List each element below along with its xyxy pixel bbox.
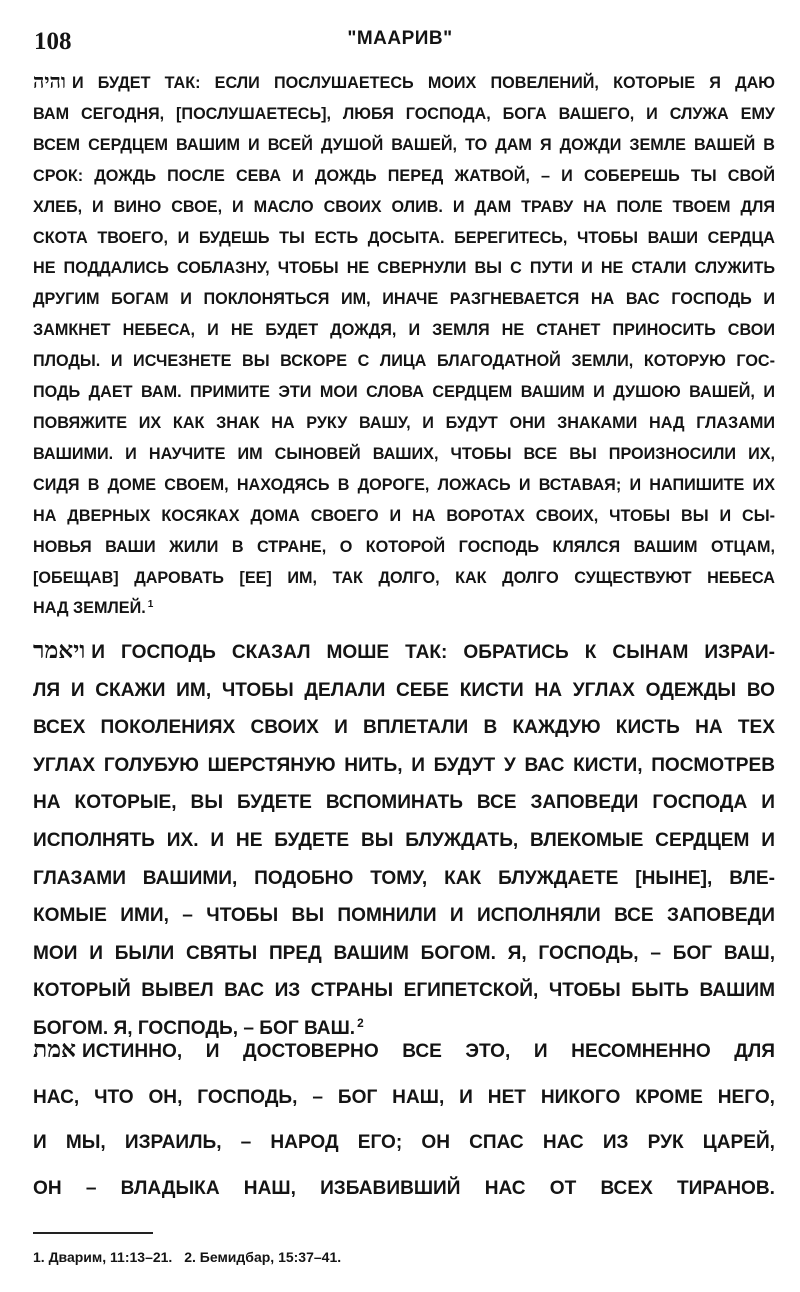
hebrew-keyword: ויאמר: [33, 637, 86, 664]
text-line: СИДЯ В ДОМЕ СВОЕМ, НАХОДЯСЬ В ДОРОГЕ, ЛОЖАСЬ И ВСТАВАЯ; И НАПИШИТЕ ИХ: [33, 475, 775, 494]
text-line: НЕ ПОДДАЛИСЬ СОБЛАЗНУ, ЧТОБЫ НЕ СВЕРНУЛИ ВЫ С ПУТИ И НЕ СТАЛИ СЛУЖИТЬ: [33, 259, 775, 278]
text-line: НА КОТОРЫЕ, ВЫ БУДЕТЕ ВСПОМИНАТЬ ВСЕ ЗАПОВЕДИ ГОСПОДА И: [33, 792, 775, 814]
page-number: 108: [34, 28, 72, 55]
text-line: ГЛАЗАМИ ВАШИМИ, ПОДОБНО ТОМУ, КАК БЛУЖДАЕТЕ [НЫНЕ], ВЛЕ-: [33, 867, 775, 889]
text-line: [ОБЕЩАВ] ДАРОВАТЬ [ЕЕ] ИМ, ТАК ДОЛГО, КАК ДОЛГО СУЩЕСТВУЮТ НЕБЕСА: [33, 568, 775, 587]
text-line: ДРУГИМ БОГАМ И ПОКЛОНЯТЬСЯ ИМ, ИНАЧЕ РАЗГНЕВАЕТСЯ НА ВАС ГОСПОДЬ И: [33, 290, 775, 309]
hebrew-keyword: והיה: [33, 69, 66, 93]
text-line: ОН – ВЛАДЫКА НАШ, ИЗБАВИВШИЙ НАС ОТ ВСЕХ ТИРАНОВ.: [33, 1177, 775, 1199]
hebrew-keyword: אמת: [33, 1036, 76, 1063]
footnote-ref: 1: [147, 599, 154, 611]
text-line: И МЫ, ИЗРАИЛЬ, – НАРОД ЕГО; ОН СПАС НАС ИЗ РУК ЦАРЕЙ,: [33, 1132, 775, 1153]
text-line: МОИ И БЫЛИ СВЯТЫ ПРЕД ВАШИМ БОГОМ. Я, ГОСПОДЬ, – БОГ ВАШ,: [33, 942, 775, 964]
text-line: ПОВЯЖИТЕ ИХ КАК ЗНАК НА РУКУ ВАШУ, И БУДУТ ОНИ ЗНАКАМИ НАД ГЛАЗАМИ: [33, 413, 775, 432]
text-line: ХЛЕБ, И ВИНО СВОЕ, И МАСЛО СВОИХ ОЛИВ. И ДАМ ТРАВУ НА ПОЛЕ ТВОЕМ ДЛЯ: [33, 197, 775, 216]
text-line: ВАМ СЕГОДНЯ, [ПОСЛУШАЕТЕСЬ], ЛЮБЯ ГОСПОДА, БОГА ВАШЕГО, И СЛУЖА ЕМУ: [33, 104, 775, 123]
text-line: И БУДЕТ ТАК: ЕСЛИ ПОСЛУШАЕТЕСЬ МОИХ ПОВЕЛЕНИЙ, КОТОРЫЕ Я ДАЮ: [71, 74, 775, 92]
paragraph-vehaya: [33, 66, 775, 624]
paragraph-vayomer: [33, 632, 775, 1048]
text-line: НАД ЗЕМЛЕЙ.: [33, 599, 146, 618]
text-line: ЗАМКНЕТ НЕБЕСА, И НЕ БУДЕТ ДОЖДЯ, И ЗЕМЛЯ НЕ СТАНЕТ ПРИНОСИТЬ СВОИ: [33, 321, 775, 340]
text-line: КОТОРЫЙ ВЫВЕЛ ВАС ИЗ СТРАНЫ ЕГИПЕТСКОЙ, ЧТОБЫ БЫТЬ ВАШИМ: [33, 980, 775, 1002]
text-line: ЛЯ И СКАЖИ ИМ, ЧТОБЫ ДЕЛАЛИ СЕБЕ КИСТИ НА УГЛАХ ОДЕЖДЫ ВО: [33, 679, 775, 701]
text-line: СРОК: ДОЖДЬ ПОСЛЕ СЕВА И ДОЖДЬ ПЕРЕД ЖАТВОЙ, – И СОБЕРЕШЬ ТЫ СВОЙ: [33, 166, 775, 185]
paragraph-emet: [33, 1027, 775, 1211]
page-header: [0, 0, 800, 60]
text-line: ВСЕХ ПОКОЛЕНИЯХ СВОИХ И ВПЛЕТАЛИ В КАЖДУЮ КИСТЬ НА ТЕХ: [33, 717, 775, 739]
text-line: ВАШИМИ. И НАУЧИТЕ ИМ СЫНОВЕЙ ВАШИХ, ЧТОБЫ ВСЕ ВЫ ПРОИЗНОСИЛИ ИХ,: [33, 444, 775, 463]
text-line: КОМЫЕ ИМИ, – ЧТОБЫ ВЫ ПОМНИЛИ И ИСПОЛНЯЛИ ВСЕ ЗАПОВЕДИ: [33, 905, 775, 927]
text-line: НОВЬЯ ВАШИ ЖИЛИ В СТРАНЕ, О КОТОРОЙ ГОСПОДЬ КЛЯЛСЯ ВАШИМ ОТЦАМ,: [33, 537, 775, 556]
footnote-2: 2. Бемидбар, 15:37–41.: [184, 1249, 342, 1265]
text-line: СКОТА ТВОЕГО, И БУДЕШЬ ТЫ ЕСТЬ ДОСЫТА. БЕРЕГИТЕСЬ, ЧТОБЫ ВАШИ СЕРДЦА: [33, 228, 775, 247]
text-line: И ГОСПОДЬ СКАЗАЛ МОШЕ ТАК: ОБРАТИСЬ К СЫНАМ ИЗРАИ-: [91, 642, 775, 663]
text-line: УГЛАХ ГОЛУБУЮ ШЕРСТЯНУЮ НИТЬ, И БУДУТ У ВАС КИСТИ, ПОСМОТРЕВ: [33, 754, 775, 776]
text-line: БОГОМ. Я, ГОСПОДЬ, – БОГ ВАШ.: [33, 1017, 356, 1039]
footnote-ref: 2: [357, 1015, 364, 1030]
text-line: ВСЕМ СЕРДЦЕМ ВАШИМ И ВСЕЙ ДУШОЙ ВАШЕЙ, ТО ДАМ Я ДОЖДИ ЗЕМЛЕ ВАШЕЙ В: [33, 135, 775, 154]
running-title: "МААРИВ": [347, 28, 453, 49]
text-line: ПОДЬ ДАЕТ ВАМ. ПРИМИТЕ ЭТИ МОИ СЛОВА СЕРДЦЕМ ВАШИМ И ДУШОЮ ВАШЕЙ, И: [33, 383, 775, 402]
footnotes: [33, 1249, 341, 1265]
text-line: ИСПОЛНЯТЬ ИХ. И НЕ БУДЕТЕ ВЫ БЛУЖДАТЬ, ВЛЕКОМЫЕ СЕРДЦЕМ И: [33, 829, 775, 851]
text-line: ПЛОДЫ. И ИСЧЕЗНЕТЕ ВЫ ВСКОРЕ С ЛИЦА БЛАГОДАТНОЙ ЗЕМЛИ, КОТОРУЮ ГОС-: [33, 352, 775, 371]
text-line: ИСТИННО, И ДОСТОВЕРНО ВСЕ ЭТО, И НЕСОМНЕННО ДЛЯ: [81, 1041, 775, 1062]
footnote-divider: [33, 1232, 153, 1234]
text-line: НА ДВЕРНЫХ КОСЯКАХ ДОМА СВОЕГО И НА ВОРОТАХ СВОИХ, ЧТОБЫ ВЫ И СЫ-: [33, 506, 775, 525]
footnote-1: 1. Дварим, 11:13–21.: [33, 1249, 173, 1265]
text-line: НАС, ЧТО ОН, ГОСПОДЬ, – БОГ НАШ, И НЕТ НИКОГО КРОМЕ НЕГО,: [33, 1086, 775, 1108]
